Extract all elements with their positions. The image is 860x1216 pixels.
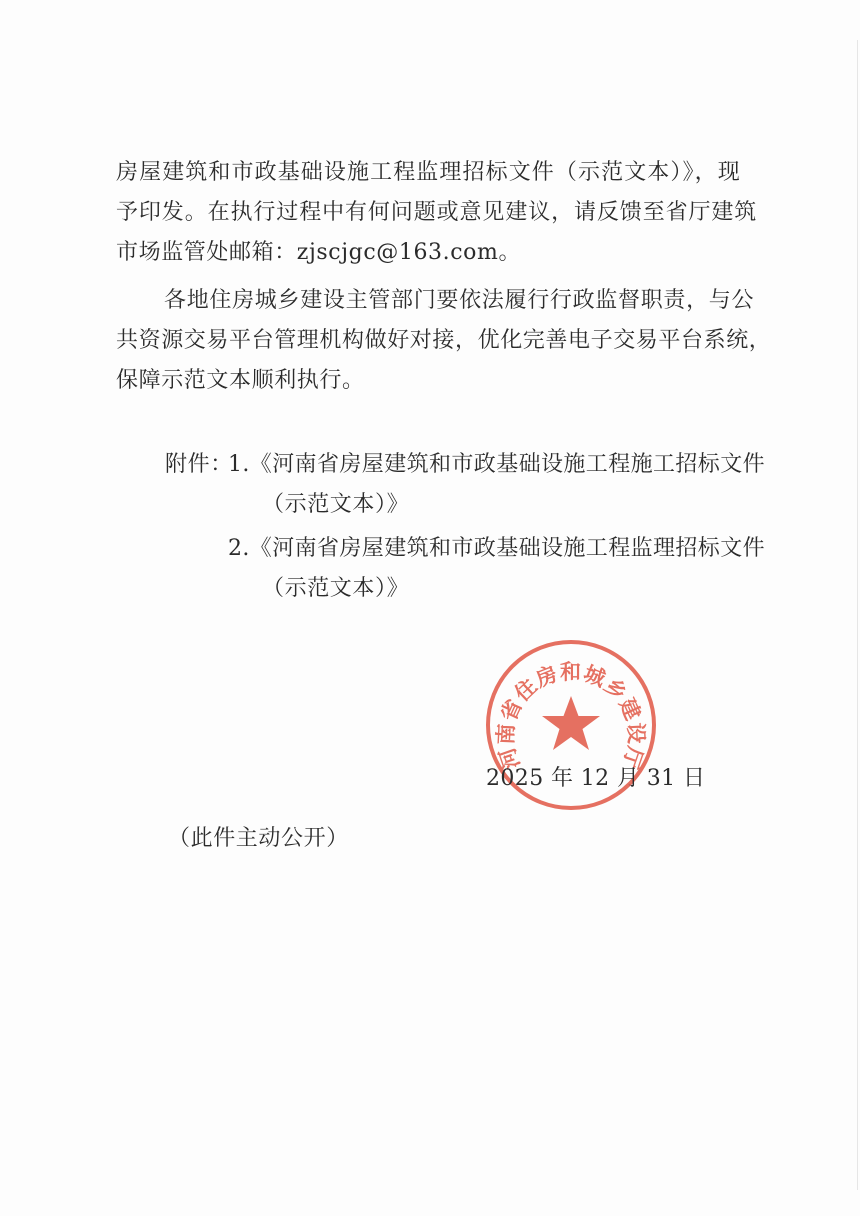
attachment-2-title: 2.《河南省房屋建筑和市政基础设施工程监理招标文件 [228,536,765,561]
body-paragraph-1-line-3: 市场监管处邮箱：zjscjgc@163.com。 [116,240,522,265]
seal-star-icon [542,696,600,750]
scan-edge-line [857,40,858,1190]
attachment-2-subtitle: （示范文本）》 [262,576,410,601]
body-paragraph-1-line-1: 房屋建筑和市政基础设施工程监理招标文件（示范文本）》，现 [116,160,741,185]
body-paragraph-2-line-3: 保障示范文本顺利执行。 [116,368,365,393]
public-disclosure-note: （此件主动公开） [168,826,349,851]
body-paragraph-1-line-2: 予印发。在执行过程中有何问题或意见建议，请反馈至省厅建筑 [116,200,758,225]
attachment-1-subtitle: （示范文本）》 [262,492,410,517]
body-paragraph-2-line-1: 各地住房城乡建设主管部门要依法履行行政监督职责，与公 [164,288,755,313]
svg-text:河南省住房和城乡建设厅: 河南省住房和城乡建设厅 [492,658,650,773]
attachment-1-title: 1.《河南省房屋建筑和市政基础设施工程施工招标文件 [228,452,765,477]
body-paragraph-2-line-2: 共资源交易平台管理机构做好对接，优化完善电子交易平台系统， [116,328,772,353]
attachments-label: 附件： [165,452,233,477]
issue-date: 2025 年 12 月 31 日 [486,766,706,791]
